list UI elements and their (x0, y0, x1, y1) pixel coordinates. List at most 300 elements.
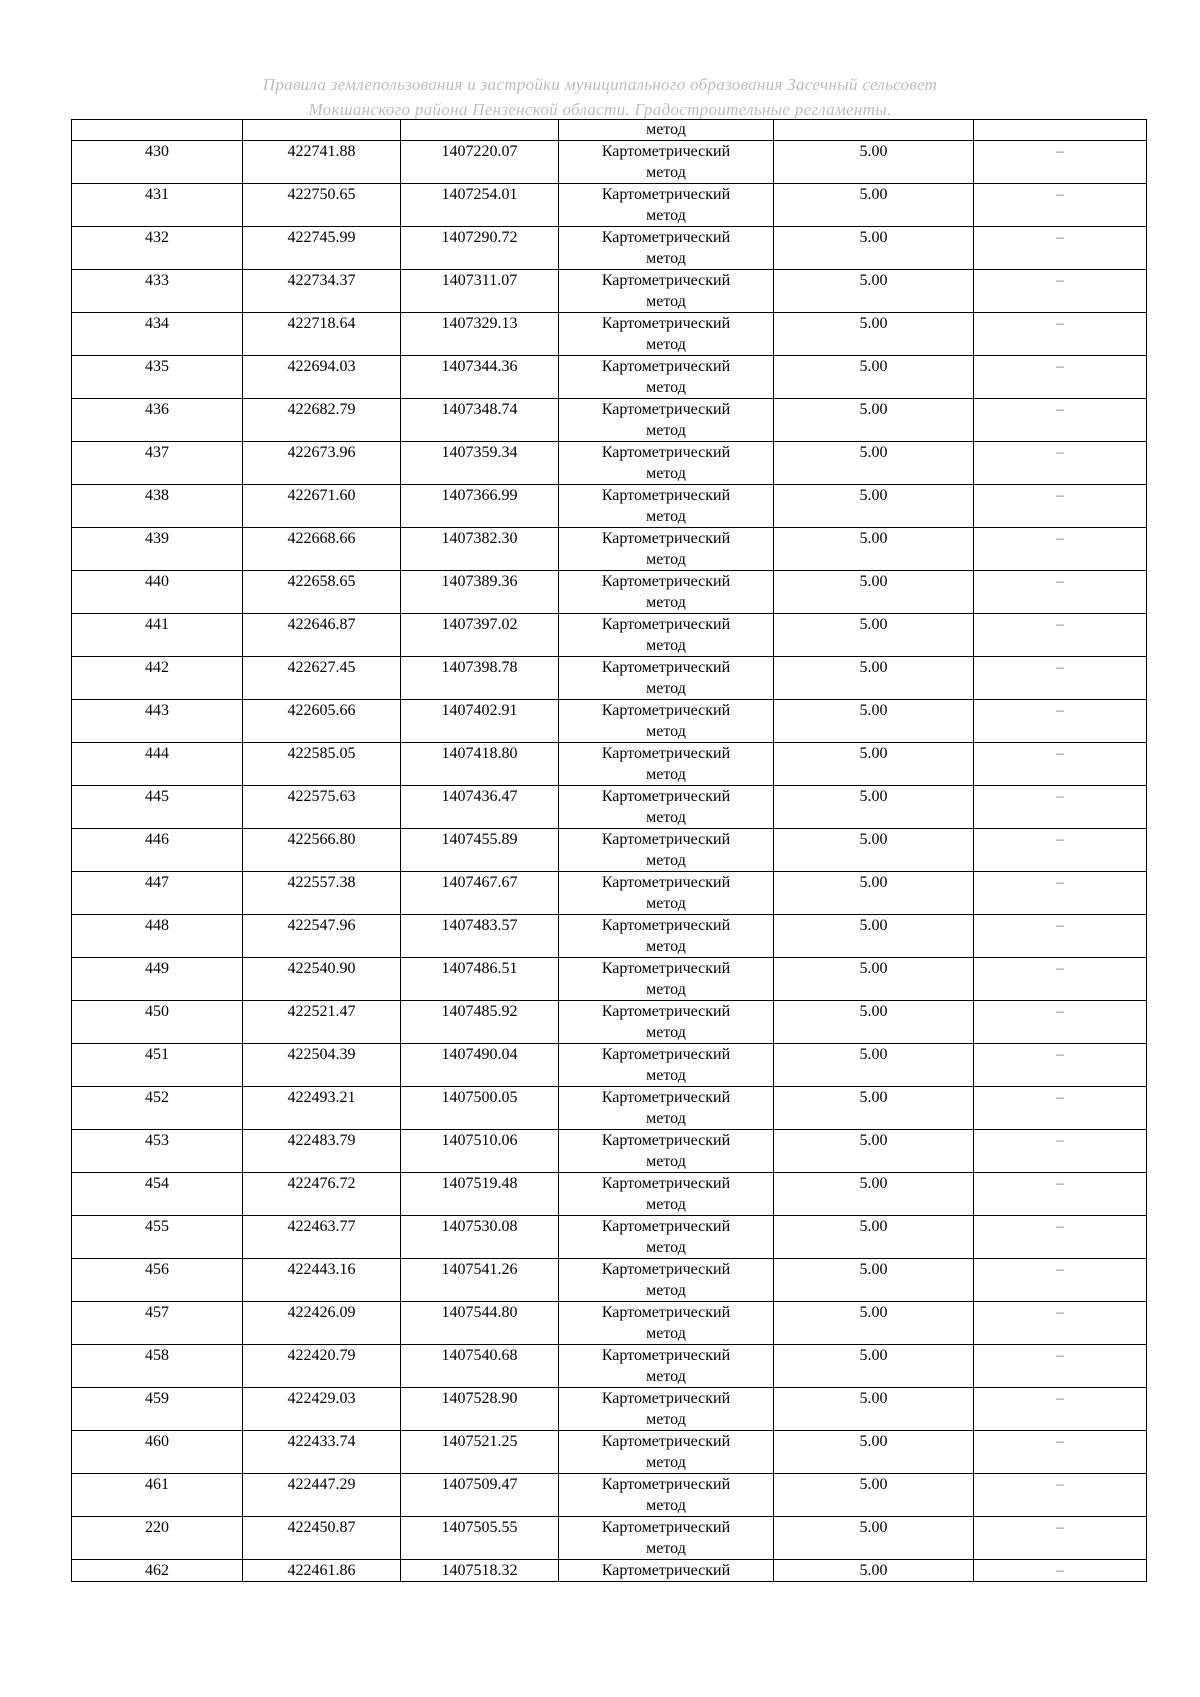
method-line-2: метод (646, 938, 686, 955)
method-line-2: метод (646, 1540, 686, 1557)
cell-y: 1407500.05 (401, 1087, 559, 1130)
cell-x: 422540.90 (243, 958, 401, 1001)
cell-note: – (974, 571, 1147, 614)
method-line-1: Картометрический (601, 272, 731, 289)
method-line-1: Картометрический (601, 1132, 731, 1149)
cell-error: 5.00 (774, 915, 974, 958)
cell-x: 422585.05 (243, 743, 401, 786)
cell-error: 5.00 (774, 399, 974, 442)
method-line-1: Картометрический (601, 616, 731, 633)
method-line-2: метод (646, 981, 686, 998)
cell-error: 5.00 (774, 829, 974, 872)
method-line-2: метод (646, 1282, 686, 1299)
cell-y: 1407348.74 (401, 399, 559, 442)
method-line-2: метод (646, 680, 686, 697)
table-row (72, 528, 1147, 571)
cell-note: – (974, 700, 1147, 743)
cell-y: 1407418.80 (401, 743, 559, 786)
table-row (72, 657, 1147, 700)
cell-note: – (974, 657, 1147, 700)
table-row (72, 356, 1147, 399)
cell-note: – (974, 958, 1147, 1001)
cell-y: 1407311.07 (401, 270, 559, 313)
cell-method (559, 657, 774, 700)
cell-number: 457 (72, 1302, 243, 1345)
table-row (72, 1173, 1147, 1216)
method-line-1: Картометрический (601, 1218, 731, 1235)
cell-error: 5.00 (774, 1130, 974, 1173)
continuation-row (72, 120, 1147, 141)
cell-method (559, 915, 774, 958)
method-line-1: Картометрический (601, 444, 731, 461)
cell-y: 1407510.06 (401, 1130, 559, 1173)
cell-note: – (974, 1259, 1147, 1302)
method-line-2: метод (646, 293, 686, 310)
cell-method (559, 1173, 774, 1216)
cell-y: 1407359.34 (401, 442, 559, 485)
table-row (72, 872, 1147, 915)
cell-x: 422433.74 (243, 1431, 401, 1474)
cell-note: – (974, 1173, 1147, 1216)
cell-x: 422734.37 (243, 270, 401, 313)
table-row (72, 141, 1147, 184)
method-line-1: Картометрический (601, 788, 731, 805)
table-row (72, 442, 1147, 485)
cell-note: – (974, 184, 1147, 227)
table-row (72, 958, 1147, 1001)
cell-x: 422521.47 (243, 1001, 401, 1044)
cell-error: 5.00 (774, 1345, 974, 1388)
table-row (72, 1130, 1147, 1173)
cell-number: 460 (72, 1431, 243, 1474)
cell-note: – (974, 1517, 1147, 1560)
cell-number: 461 (72, 1474, 243, 1517)
cell-note (974, 120, 1147, 141)
cell-method (559, 485, 774, 528)
cell-note: – (974, 786, 1147, 829)
cell-error: 5.00 (774, 442, 974, 485)
cell-note: – (974, 442, 1147, 485)
cell-method (559, 442, 774, 485)
cell-error: 5.00 (774, 1001, 974, 1044)
cell-error: 5.00 (774, 227, 974, 270)
table-row (72, 571, 1147, 614)
cell-error: 5.00 (774, 1259, 974, 1302)
method-line-1: Картометрический (601, 1261, 731, 1278)
cell-number: 433 (72, 270, 243, 313)
cell-error: 5.00 (774, 700, 974, 743)
cell-method (559, 227, 774, 270)
cell-error: 5.00 (774, 528, 974, 571)
cell-error: 5.00 (774, 1173, 974, 1216)
method-line-1: Картометрический (601, 917, 731, 934)
cell-number (72, 120, 243, 141)
cell-y: 1407366.99 (401, 485, 559, 528)
method-line-1: Картометрический (601, 530, 731, 547)
method-line-2: метод (646, 379, 686, 396)
method-line-2: метод (646, 594, 686, 611)
cell-method (559, 1044, 774, 1087)
cell-x: 422718.64 (243, 313, 401, 356)
cell-number: 435 (72, 356, 243, 399)
cell-note: – (974, 1087, 1147, 1130)
cell-y: 1407344.36 (401, 356, 559, 399)
cell-note: – (974, 528, 1147, 571)
cell-note: – (974, 485, 1147, 528)
method-line-2: метод (646, 637, 686, 654)
cell-number: 456 (72, 1259, 243, 1302)
cell-number: 443 (72, 700, 243, 743)
table-row (72, 1431, 1147, 1474)
cell-method (559, 141, 774, 184)
method-line-1: Картометрический (601, 1519, 731, 1536)
method-line-2: метод (646, 1067, 686, 1084)
method-line-1: Картометрический (601, 745, 731, 762)
method-line-2: метод (646, 164, 686, 181)
cell-method (559, 743, 774, 786)
cell-x: 422750.65 (243, 184, 401, 227)
cell-method (559, 1087, 774, 1130)
method-line-1: Картометрический (601, 315, 731, 332)
method-line-2: метод (646, 1411, 686, 1428)
cell-y: 1407397.02 (401, 614, 559, 657)
cell-method (559, 1474, 774, 1517)
cell-y: 1407398.78 (401, 657, 559, 700)
cell-note: – (974, 614, 1147, 657)
cell-x: 422493.21 (243, 1087, 401, 1130)
method-line-1: Картометрический (601, 573, 731, 590)
cell-error: 5.00 (774, 1087, 974, 1130)
method-line-2: метод (646, 422, 686, 439)
cell-note: – (974, 313, 1147, 356)
cell-method (559, 184, 774, 227)
cell-error: 5.00 (774, 313, 974, 356)
cell-error: 5.00 (774, 1431, 974, 1474)
table-row (72, 1388, 1147, 1431)
cell-x: 422443.16 (243, 1259, 401, 1302)
cell-error: 5.00 (774, 786, 974, 829)
method-line-2: метод (646, 766, 686, 783)
cell-x: 422605.66 (243, 700, 401, 743)
cell-y: 1407518.32 (401, 1560, 559, 1582)
cell-y: 1407455.89 (401, 829, 559, 872)
cell-number: 454 (72, 1173, 243, 1216)
cell-method (559, 1259, 774, 1302)
table-row (72, 786, 1147, 829)
cell-method (559, 1001, 774, 1044)
method-line-2: метод (646, 508, 686, 525)
page-header (0, 72, 1200, 122)
method-line-2: метод (646, 723, 686, 740)
cell-y: 1407509.47 (401, 1474, 559, 1517)
cell-number: 430 (72, 141, 243, 184)
cell-number: 444 (72, 743, 243, 786)
cell-number: 459 (72, 1388, 243, 1431)
method-line-1: Картометрический (601, 1347, 731, 1364)
cell-method (559, 1517, 774, 1560)
header-line-1: Правила землепользования и застройки муниципального образования Засечный сельсовет (262, 75, 938, 94)
cell-number: 432 (72, 227, 243, 270)
table-row (72, 1560, 1147, 1582)
method-line-1: Картометрический (601, 487, 731, 504)
cell-number: 220 (72, 1517, 243, 1560)
cell-note: – (974, 1216, 1147, 1259)
cell-number: 451 (72, 1044, 243, 1087)
method-line-1: Картометрический (601, 143, 731, 160)
cell-x: 422557.38 (243, 872, 401, 915)
cell-error: 5.00 (774, 1474, 974, 1517)
cell-note: – (974, 1130, 1147, 1173)
cell-method (559, 571, 774, 614)
cell-y: 1407528.90 (401, 1388, 559, 1431)
cell-error: 5.00 (774, 1216, 974, 1259)
cell-x: 422671.60 (243, 485, 401, 528)
method-line-2: метод (646, 1454, 686, 1471)
cell-note: – (974, 872, 1147, 915)
cell-x: 422476.72 (243, 1173, 401, 1216)
cell-error: 5.00 (774, 1044, 974, 1087)
cell-y: 1407540.68 (401, 1345, 559, 1388)
method-line-1: Картометрический (601, 831, 731, 848)
cell-y: 1407530.08 (401, 1216, 559, 1259)
cell-number: 446 (72, 829, 243, 872)
cell-note: – (974, 1044, 1147, 1087)
cell-x: 422741.88 (243, 141, 401, 184)
cell-method (559, 399, 774, 442)
method-line-2: метод (646, 551, 686, 568)
cell-number: 462 (72, 1560, 243, 1582)
cell-method (559, 1302, 774, 1345)
cell-error: 5.00 (774, 571, 974, 614)
table-row (72, 399, 1147, 442)
method-line-2: метод (646, 1024, 686, 1041)
cell-x: 422447.29 (243, 1474, 401, 1517)
table-row (72, 700, 1147, 743)
cell-error: 5.00 (774, 141, 974, 184)
cell-error: 5.00 (774, 1388, 974, 1431)
cell-number: 442 (72, 657, 243, 700)
cell-x: 422504.39 (243, 1044, 401, 1087)
method-line-1: Картометрический (601, 1175, 731, 1192)
cell-x: 422682.79 (243, 399, 401, 442)
table-row (72, 829, 1147, 872)
cell-x: 422646.87 (243, 614, 401, 657)
cell-error: 5.00 (774, 1560, 974, 1582)
cell-y: 1407521.25 (401, 1431, 559, 1474)
cell-error: 5.00 (774, 958, 974, 1001)
cell-method (559, 700, 774, 743)
cell-method (559, 1388, 774, 1431)
cell-method (559, 356, 774, 399)
cell-number: 458 (72, 1345, 243, 1388)
cell-number: 448 (72, 915, 243, 958)
method-line-2: метод (646, 1239, 686, 1256)
cell-error: 5.00 (774, 1517, 974, 1560)
table-row (72, 1302, 1147, 1345)
method-line-1: Картометрический (601, 358, 731, 375)
cell-y: 1407467.67 (401, 872, 559, 915)
cell-method (559, 786, 774, 829)
table-row (72, 184, 1147, 227)
method-line-2: метод (646, 809, 686, 826)
cell-x: 422461.86 (243, 1560, 401, 1582)
method-line-1: Картометрический (601, 186, 731, 203)
cell-method (559, 270, 774, 313)
table-row (72, 915, 1147, 958)
cell-x: 422694.03 (243, 356, 401, 399)
method-line-2: метод (646, 1153, 686, 1170)
cell-method (559, 958, 774, 1001)
table-row (72, 1087, 1147, 1130)
table-row (72, 270, 1147, 313)
cell-error (774, 120, 974, 141)
cell-number: 445 (72, 786, 243, 829)
cell-x: 422547.96 (243, 915, 401, 958)
cell-note: – (974, 829, 1147, 872)
cell-number: 452 (72, 1087, 243, 1130)
method-line-2: метод (646, 207, 686, 224)
method-line-1: Картометрический (601, 1476, 731, 1493)
method-line-1: Картометрический (601, 229, 731, 246)
method-line-2: метод (646, 336, 686, 353)
cell-method (559, 313, 774, 356)
cell-x: 422668.66 (243, 528, 401, 571)
table-row (72, 743, 1147, 786)
cell-error: 5.00 (774, 872, 974, 915)
cell-number: 440 (72, 571, 243, 614)
table-row (72, 1259, 1147, 1302)
cell-note: – (974, 356, 1147, 399)
cell-x: 422627.45 (243, 657, 401, 700)
cell-note: – (974, 1560, 1147, 1582)
cell-error: 5.00 (774, 1302, 974, 1345)
cell-number: 431 (72, 184, 243, 227)
cell-y: 1407254.01 (401, 184, 559, 227)
cell-y: 1407382.30 (401, 528, 559, 571)
cell-x: 422450.87 (243, 1517, 401, 1560)
cell-y: 1407544.80 (401, 1302, 559, 1345)
method-line-1: Картометрический (601, 401, 731, 418)
cell-y: 1407541.26 (401, 1259, 559, 1302)
method-line-1: Картометрический (601, 1046, 731, 1063)
cell-note: – (974, 270, 1147, 313)
method-line-1: Картометрический (601, 960, 731, 977)
cell-error: 5.00 (774, 485, 974, 528)
method-line-1: Картометрический (601, 1433, 731, 1450)
method-line-2: метод (646, 250, 686, 267)
cell-note: – (974, 1474, 1147, 1517)
cell-method (559, 528, 774, 571)
cell-x: 422429.03 (243, 1388, 401, 1431)
cell-number: 453 (72, 1130, 243, 1173)
cell-x (243, 120, 401, 141)
cell-note: – (974, 1302, 1147, 1345)
cell-error: 5.00 (774, 614, 974, 657)
cell-y: 1407389.36 (401, 571, 559, 614)
method-line-2: метод (646, 1497, 686, 1514)
cell-note: – (974, 141, 1147, 184)
cell-note: – (974, 1388, 1147, 1431)
method-line-1: Картометрический (601, 874, 731, 891)
cell-method (559, 1130, 774, 1173)
table-row (72, 227, 1147, 270)
cell-method (559, 614, 774, 657)
cell-y: 1407505.55 (401, 1517, 559, 1560)
cell-y: 1407519.48 (401, 1173, 559, 1216)
table-row (72, 313, 1147, 356)
cell-method: метод (559, 120, 774, 141)
table-row (72, 1345, 1147, 1388)
cell-number: 447 (72, 872, 243, 915)
cell-x: 422745.99 (243, 227, 401, 270)
cell-method (559, 1216, 774, 1259)
cell-number: 434 (72, 313, 243, 356)
cell-y: 1407485.92 (401, 1001, 559, 1044)
cell-method: Картометрический (559, 1560, 774, 1582)
method-line-2: метод (646, 1110, 686, 1127)
cell-x: 422575.63 (243, 786, 401, 829)
cell-method (559, 872, 774, 915)
cell-note: – (974, 1345, 1147, 1388)
table-row (72, 1216, 1147, 1259)
cell-x: 422566.80 (243, 829, 401, 872)
cell-number: 455 (72, 1216, 243, 1259)
method-line-1: Картометрический (601, 659, 731, 676)
method-line-2: метод (646, 1368, 686, 1385)
cell-note: – (974, 227, 1147, 270)
cell-error: 5.00 (774, 356, 974, 399)
cell-x: 422483.79 (243, 1130, 401, 1173)
method-line-2: метод (646, 1196, 686, 1213)
table-row (72, 614, 1147, 657)
cell-error: 5.00 (774, 184, 974, 227)
cell-method (559, 1431, 774, 1474)
method-line-2: метод (646, 1325, 686, 1342)
table-row (72, 1044, 1147, 1087)
cell-note: – (974, 399, 1147, 442)
cell-x: 422426.09 (243, 1302, 401, 1345)
cell-x: 422463.77 (243, 1216, 401, 1259)
cell-y (401, 120, 559, 141)
cell-error: 5.00 (774, 743, 974, 786)
method-line-1: Картометрический (601, 1390, 731, 1407)
method-line-1: Картометрический (601, 1003, 731, 1020)
cell-x: 422658.65 (243, 571, 401, 614)
cell-y: 1407490.04 (401, 1044, 559, 1087)
table-row (72, 1001, 1147, 1044)
coordinates-table (71, 119, 1147, 1582)
cell-note: – (974, 743, 1147, 786)
table-row (72, 1517, 1147, 1560)
table-row (72, 485, 1147, 528)
cell-y: 1407402.91 (401, 700, 559, 743)
cell-number: 437 (72, 442, 243, 485)
cell-number: 436 (72, 399, 243, 442)
cell-number: 449 (72, 958, 243, 1001)
table-row (72, 1474, 1147, 1517)
cell-y: 1407486.51 (401, 958, 559, 1001)
method-line-1: Картометрический (601, 1304, 731, 1321)
cell-note: – (974, 915, 1147, 958)
cell-note: – (974, 1001, 1147, 1044)
cell-note: – (974, 1431, 1147, 1474)
cell-y: 1407290.72 (401, 227, 559, 270)
cell-method (559, 829, 774, 872)
method-line-2: метод (646, 465, 686, 482)
method-line-1: Картометрический (601, 1089, 731, 1106)
cell-number: 441 (72, 614, 243, 657)
cell-y: 1407220.07 (401, 141, 559, 184)
